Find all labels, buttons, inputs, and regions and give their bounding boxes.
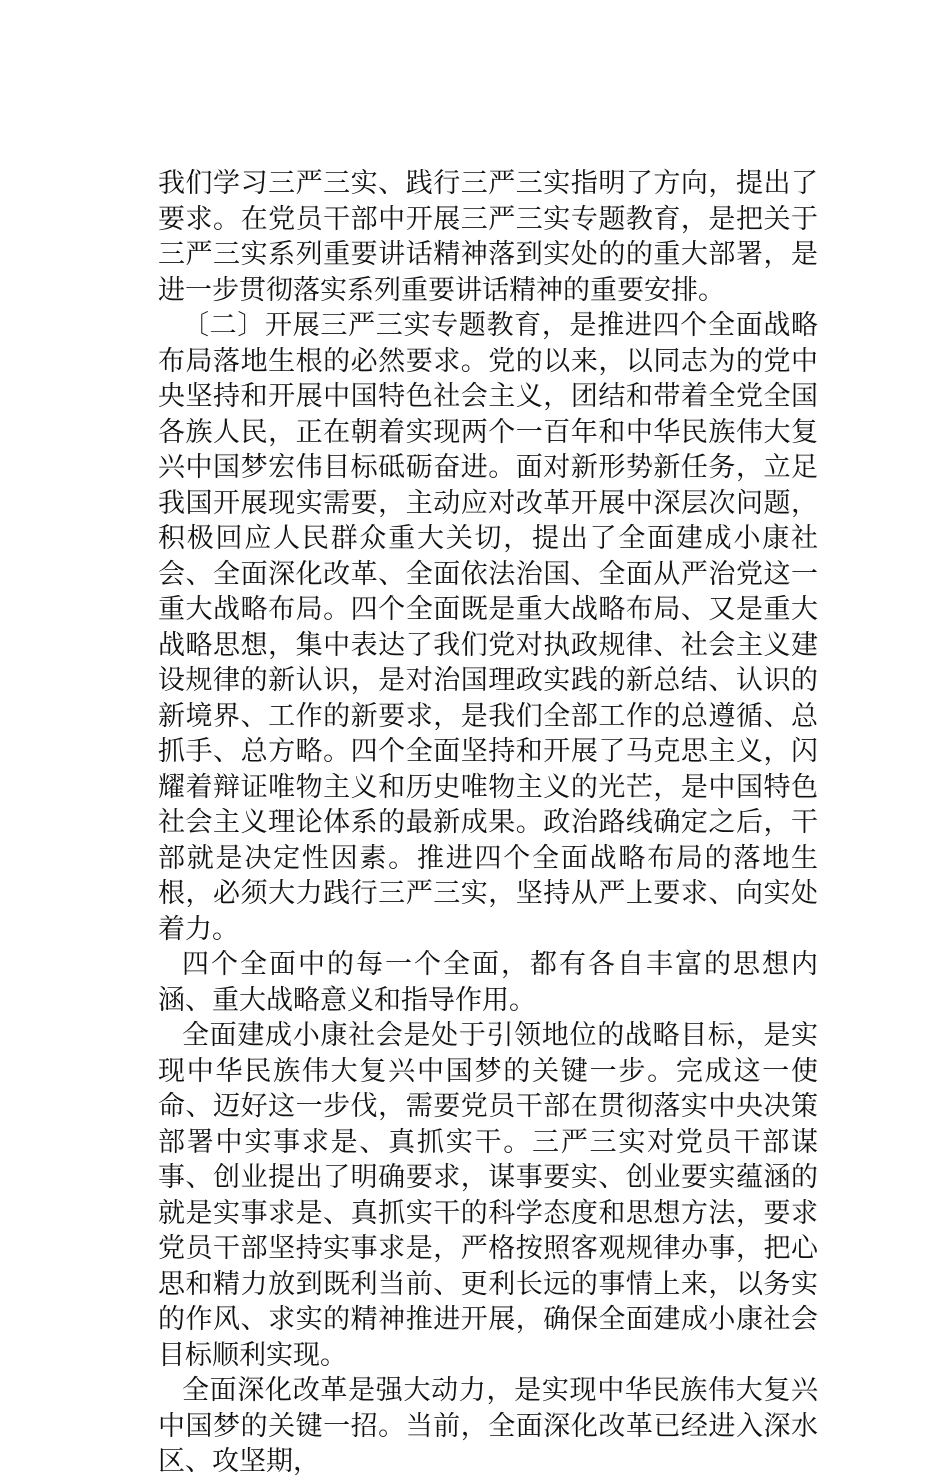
paragraph: 四个全面中的每一个全面，都有各自丰富的思想内涵、重大战略意义和指导作用。 <box>158 949 818 1016</box>
paragraph: 我们学习三严三实、践行三严三实指明了方向，提出了要求。在党员干部中开展三严三实专题教育，是把关于三严三实系列重要讲话精神落到实处的的重大部署，是进一步贯彻落实系列重要讲话精神的重要安排。 <box>158 168 818 306</box>
paragraph: 全面建成小康社会是处于引领地位的战略目标，是实现中华民族伟大复兴中国梦的关键一步。完成这一使命、迈好这一步伐，需要党员干部在贯彻落实中央决策部署中实事求是、真抓实干。三严三实对党员干部谋事、创业提出了明确要求，谋事要实、创业要实蕴涵的就是实事求是、真抓实干的科学态度和思想方法，要求党员干部坚持实事求是，严格按照客观规律办事，把心思和精力放到既利当前、更利长远的事情上来，以务实的作风、求实的精神推进开展，确保全面建成小康社会目标顺利实现。 <box>158 1020 818 1371</box>
document-body <box>158 166 818 1480</box>
paragraph: 全面深化改革是强大动力，是实现中华民族伟大复兴中国梦的关键一招。当前，全面深化改革已经进入深水区、攻坚期， <box>158 1375 818 1477</box>
paragraph: 〔二〕开展三严三实专题教育，是推进四个全面战略布局落地生根的必然要求。党的以来，以同志为的党中央坚持和开展中国特色社会主义，团结和带着全党全国各族人民，正在朝着实现两个一百年和中华民族伟大复兴中国梦宏伟目标砥砺奋进。面对新形势新任务，立足我国开展现实需要，主动应对改革开展中深层次问题，积极回应人民群众重大关切，提出了全面建成小康社会、全面深化改革、全面依法治国、全面从严治党这一重大战略布局。四个全面既是重大战略布局、又是重大战略思想，集中表达了我们党对执政规律、社会主义建设规律的新认识，是对治国理政实践的新总结、认识的新境界、工作的新要求，是我们全部工作的总遵循、总抓手、总方略。四个全面坚持和开展了马克思主义，闪耀着辩证唯物主义和历史唯物主义的光芒，是中国特色社会主义理论体系的最新成果。政治路线确定之后，干部就是决定性因素。推进四个全面战略布局的落地生根，必须大力践行三严三实，坚持从严上要求、向实处着力。 <box>158 310 818 945</box>
